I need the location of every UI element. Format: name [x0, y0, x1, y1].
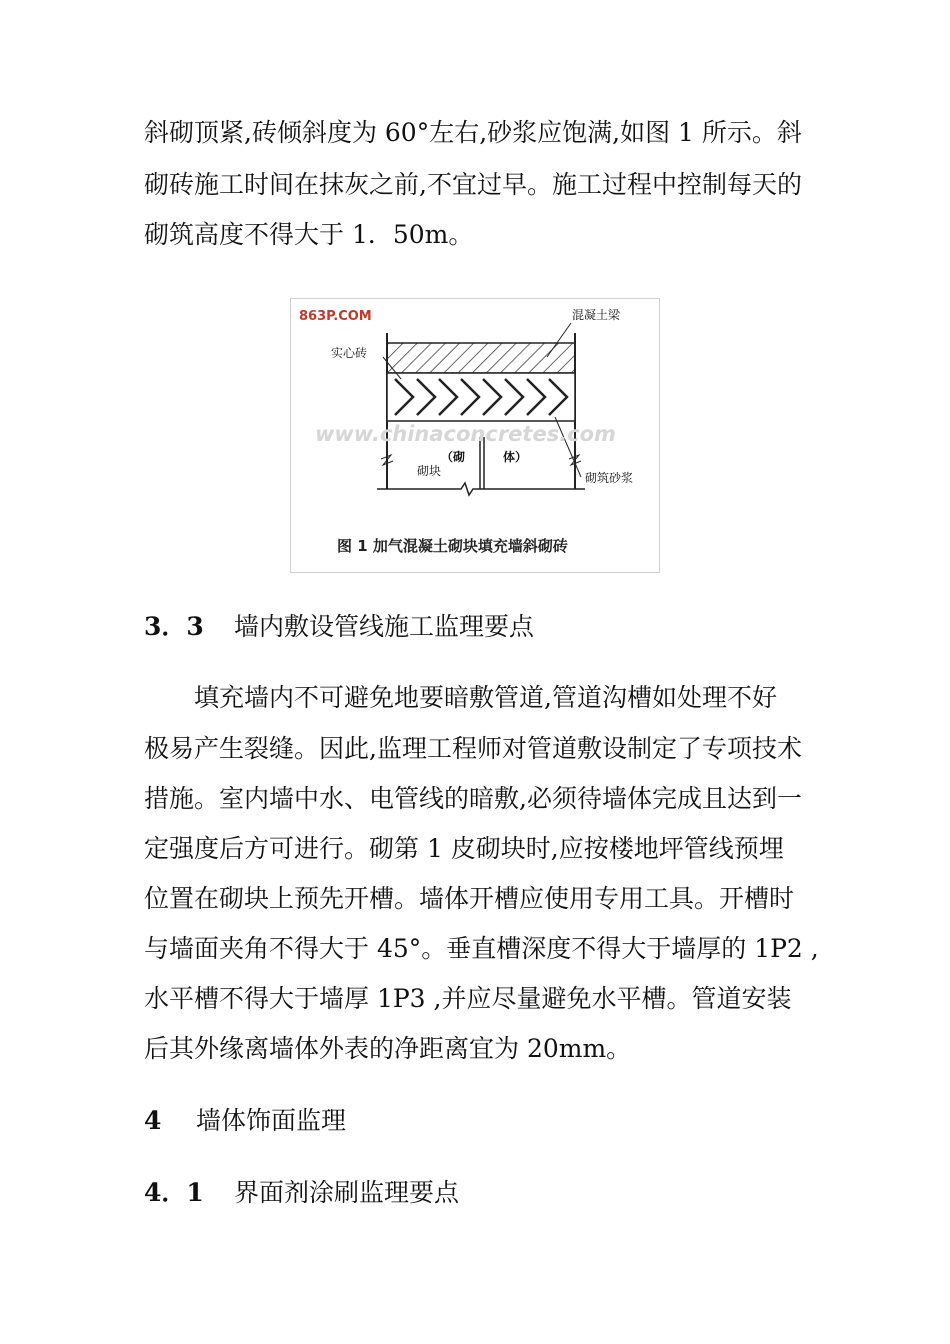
section-3-3-heading [144, 612, 534, 642]
figure-diagram [291, 299, 661, 574]
para1-line-3: 砌筑高度不得大于 1．50m。 [144, 220, 474, 249]
para2-line-1: 填充墙内不可避免地要暗敷管道,管道沟槽如处理不好 [194, 683, 777, 712]
label-mortar: 砌筑砂浆 [585, 471, 634, 485]
section-number: 4．1 [144, 1178, 204, 1207]
figure-caption: 图 1 加气混凝土砌块填充墙斜砌砖 [337, 537, 568, 555]
concrete-beam [387, 343, 575, 373]
para2-line-4: 定强度后方可进行。砌第 1 皮砌块时,应按楼地坪管线预埋 [144, 834, 784, 863]
para2-line-8: 后其外缘离墙体外表的净距离宜为 20mm。 [144, 1034, 632, 1063]
para2-line-7: 水平槽不得大于墙厚 1P3 ,并应尽量避免水平槽。管道安装 [144, 984, 792, 1013]
para1-line-2: 砌砖施工时间在抹灰之前,不宜过早。施工过程中控制每天的 [144, 170, 802, 199]
para1-line-1: 斜砌顶紧,砖倾斜度为 60°左右,砂浆应饱满,如图 1 所示。斜 [144, 118, 802, 147]
label-solid-brick: 实心砖 [331, 346, 368, 360]
figure-1 [290, 298, 660, 573]
section-title: 墙内敷设管线施工监理要点 [234, 612, 535, 641]
section-title: 墙体饰面监理 [196, 1106, 347, 1135]
label-beam: 混凝土梁 [572, 308, 621, 322]
section-number: 3．3 [144, 612, 204, 641]
para2-line-3: 措施。室内墙中水、电管线的暗敷,必须待墙体完成且达到一 [144, 784, 802, 813]
url-watermark: www.chinaconcretes.com [315, 422, 616, 446]
label-block: 砌块 [417, 464, 442, 478]
section-number: 4 [144, 1106, 162, 1135]
brand-watermark: 863P.COM [299, 309, 372, 324]
section-title: 界面剂涂刷监理要点 [234, 1178, 460, 1207]
para2-line-2: 极易产生裂缝。因此,监理工程师对管道敷设制定了专项技术 [144, 734, 802, 763]
para2-line-5: 位置在砌块上预先开槽。墙体开槽应使用专用工具。开槽时 [144, 884, 795, 913]
label-masonry-left: （砌 [441, 450, 466, 464]
section-4-heading [144, 1106, 346, 1136]
label-masonry-right: 体） [503, 450, 528, 464]
para2-line-6: 与墙面夹角不得大于 45°。垂直槽深度不得大于墙厚的 1P2 , [144, 934, 819, 963]
inclined-brick-layer [387, 373, 575, 421]
section-4-1-heading [144, 1178, 459, 1208]
break-line [377, 483, 585, 495]
